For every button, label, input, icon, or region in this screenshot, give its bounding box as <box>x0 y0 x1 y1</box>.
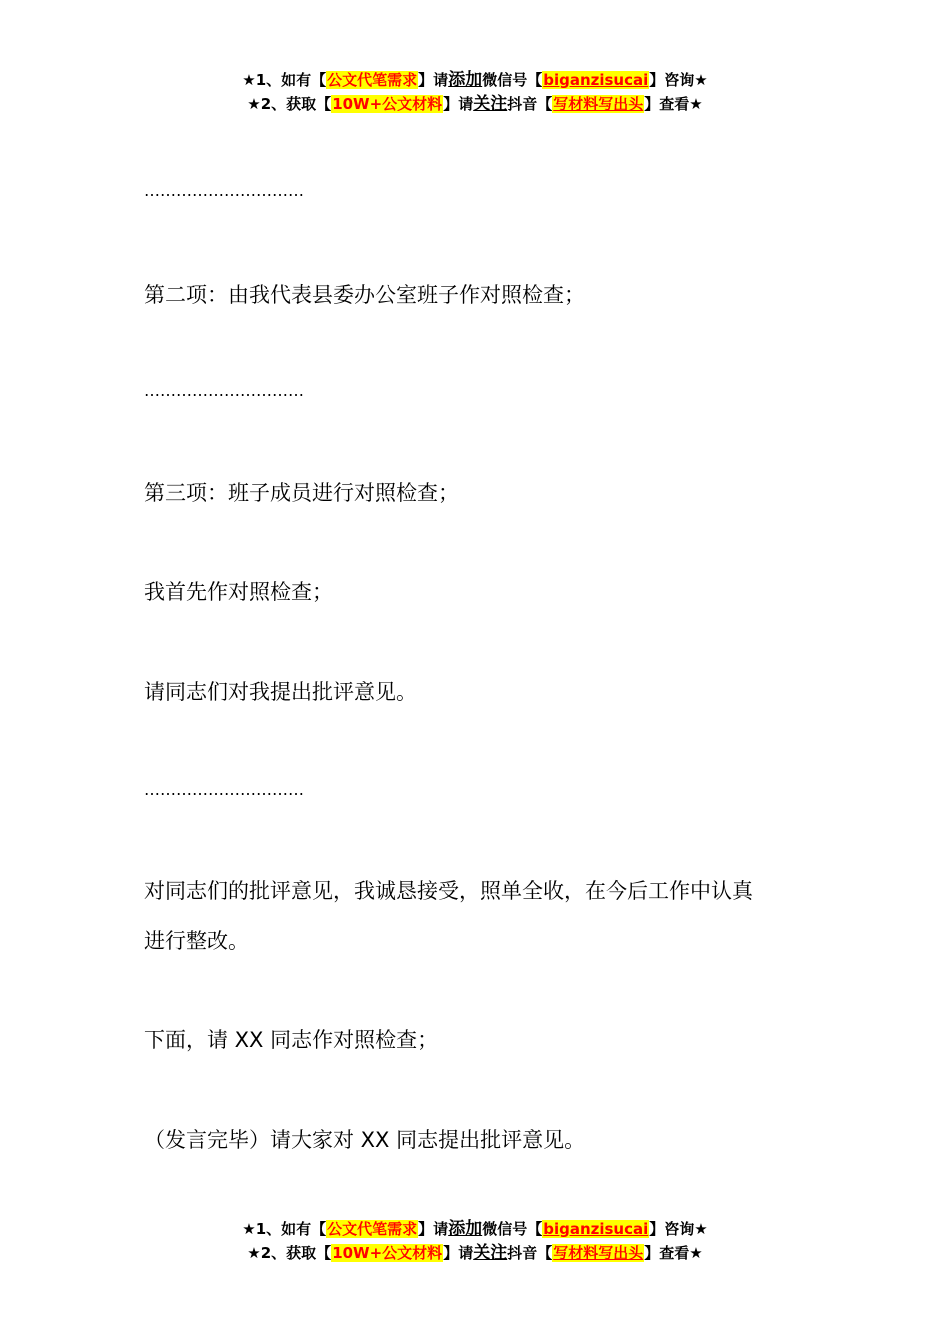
banner-highlight: 10W+公文材料 <box>332 95 443 113</box>
banner-highlight: 10W+公文材料 <box>332 1244 443 1262</box>
banner-line-2 <box>0 1241 950 1265</box>
banner-text: 微信号【 <box>482 1220 543 1238</box>
banner-text: ★2、获取【 <box>247 95 332 113</box>
banner-underlined-text: 关注 <box>473 94 508 114</box>
paragraph-accept-line-1: 对同志们的批评意见，我诚恳接受，照单全收，在今后工作中认真 <box>144 879 753 903</box>
banner-text: 】请 <box>443 1244 474 1262</box>
ellipsis-separator: ………………………… <box>144 381 304 400</box>
agenda-item-3: 第三项：班子成员进行对照检查； <box>144 481 459 505</box>
top-banner <box>0 68 950 116</box>
banner-text: 微信号【 <box>482 71 543 89</box>
paragraph-accept-line-2: 进行整改。 <box>144 929 249 953</box>
banner-underlined-text: 添加 <box>448 1219 483 1239</box>
paragraph-next-speaker: 下面，请 XX 同志作对照检查； <box>144 1028 439 1052</box>
paragraph-after-speech: （发言完毕）请大家对 XX 同志提出批评意见。 <box>144 1128 586 1152</box>
ellipsis-separator: ………………………… <box>144 181 304 200</box>
banner-douyin-id: 写材料写出头 <box>553 95 644 113</box>
banner-text: 】请 <box>443 95 474 113</box>
banner-text: ★2、获取【 <box>247 1244 332 1262</box>
paragraph-ask-comments: 请同志们对我提出批评意见。 <box>144 680 417 704</box>
banner-text: 】查看★ <box>644 1244 703 1262</box>
banner-line-1 <box>0 1217 950 1241</box>
banner-line-2 <box>0 92 950 116</box>
banner-wechat-id: biganzisucai <box>543 71 649 89</box>
banner-text: ★1、如有【 <box>242 1220 327 1238</box>
banner-text: 】咨询★ <box>649 1220 708 1238</box>
banner-text: 抖音【 <box>507 1244 553 1262</box>
banner-line-1 <box>0 68 950 92</box>
banner-text: 】请 <box>418 1220 449 1238</box>
banner-wechat-id: biganzisucai <box>543 1220 649 1238</box>
banner-text: ★1、如有【 <box>242 71 327 89</box>
banner-highlight: 公文代笔需求 <box>327 71 418 89</box>
banner-text: 抖音【 <box>507 95 553 113</box>
banner-douyin-id: 写材料写出头 <box>553 1244 644 1262</box>
banner-highlight: 公文代笔需求 <box>327 1220 418 1238</box>
paragraph-self-check: 我首先作对照检查； <box>144 580 333 604</box>
banner-text: 】查看★ <box>644 95 703 113</box>
bottom-banner <box>0 1217 950 1265</box>
banner-text: 】请 <box>418 71 449 89</box>
ellipsis-separator: ………………………… <box>144 780 304 799</box>
banner-underlined-text: 关注 <box>473 1243 508 1263</box>
banner-underlined-text: 添加 <box>448 70 483 90</box>
banner-text: 】咨询★ <box>649 71 708 89</box>
agenda-item-2: 第二项：由我代表县委办公室班子作对照检查； <box>144 283 585 307</box>
